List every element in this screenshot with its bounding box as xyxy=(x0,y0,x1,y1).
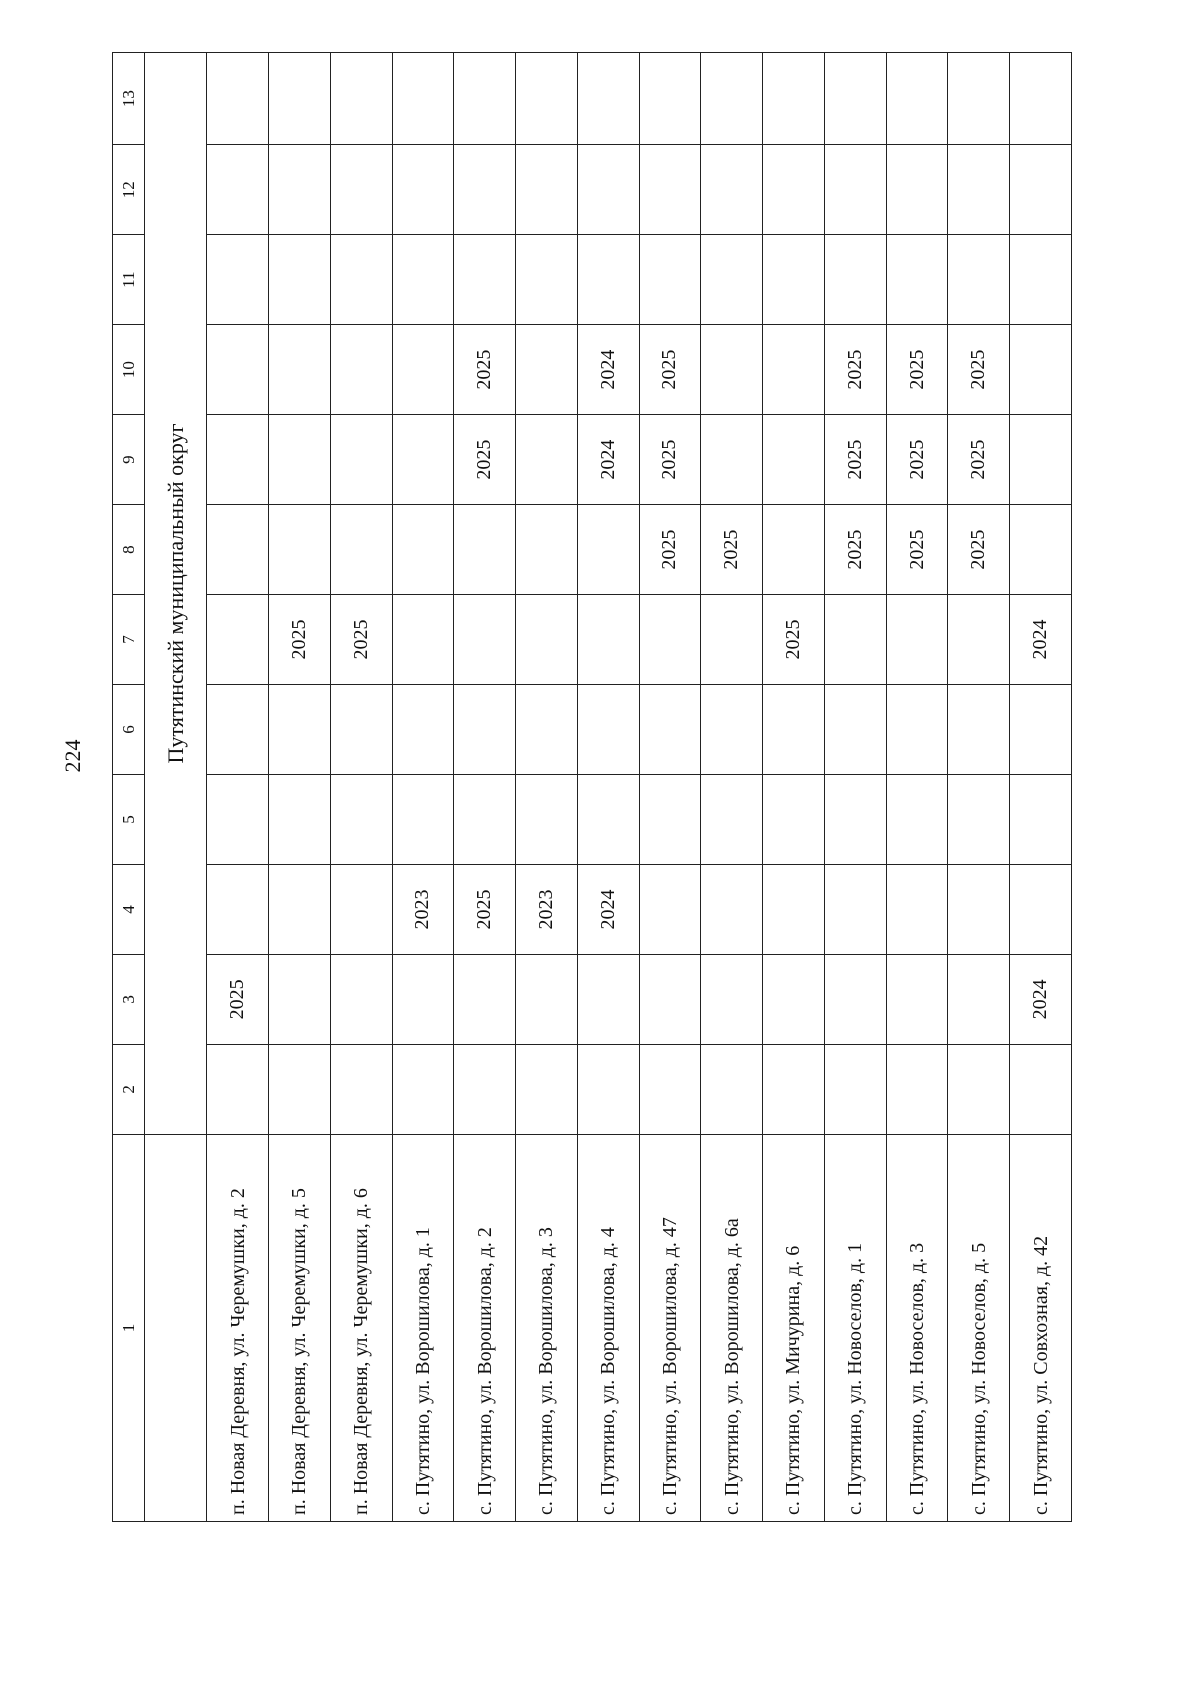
table-row xyxy=(763,53,825,1522)
year-cell-col-6 xyxy=(268,685,330,775)
year-cell-col-7: 2024 xyxy=(1010,595,1072,685)
table-row xyxy=(330,53,392,1522)
address-cell: с. Путятино, ул. Новоселов, д. 3 xyxy=(886,1134,948,1521)
year-cell-col-10: 2025 xyxy=(948,325,1010,415)
year-cell-col-4 xyxy=(763,864,825,954)
year-cell-col-11 xyxy=(824,235,886,325)
year-cell-col-2 xyxy=(763,1044,825,1134)
year-cell-col-12 xyxy=(392,145,454,235)
year-cell-col-7 xyxy=(639,595,701,685)
year-cell-col-13 xyxy=(516,53,578,145)
year-cell-col-12 xyxy=(763,145,825,235)
year-cell-col-10 xyxy=(516,325,578,415)
table-row xyxy=(639,53,701,1522)
address-cell: с. Путятино, ул. Ворошилова, д. 47 xyxy=(639,1134,701,1521)
year-cell-col-9: 2024 xyxy=(577,415,639,505)
year-cell-col-5 xyxy=(1010,775,1072,865)
year-cell-col-5 xyxy=(577,775,639,865)
year-cell-col-5 xyxy=(392,775,454,865)
year-cell-col-9: 2025 xyxy=(639,415,701,505)
year-cell-col-4 xyxy=(886,864,948,954)
year-cell-col-7 xyxy=(392,595,454,685)
year-cell-col-9 xyxy=(207,415,269,505)
page-number: 224 xyxy=(60,739,85,773)
year-cell-col-7 xyxy=(948,595,1010,685)
year-cell-col-11 xyxy=(639,235,701,325)
year-cell-col-5 xyxy=(948,775,1010,865)
column-number-row xyxy=(113,53,145,1522)
year-cell-col-13 xyxy=(1010,53,1072,145)
year-cell-col-12 xyxy=(268,145,330,235)
year-cell-col-11 xyxy=(577,235,639,325)
year-cell-col-8: 2025 xyxy=(948,505,1010,595)
year-cell-col-12 xyxy=(330,145,392,235)
year-cell-col-4 xyxy=(948,864,1010,954)
year-cell-col-11 xyxy=(948,235,1010,325)
region-empty-cell xyxy=(145,1134,207,1521)
year-cell-col-8 xyxy=(763,505,825,595)
address-cell: п. Новая Деревня, ул. Черемушки, д. 5 xyxy=(268,1134,330,1521)
year-cell-col-8: 2025 xyxy=(701,505,763,595)
year-cell-col-5 xyxy=(639,775,701,865)
year-cell-col-12 xyxy=(701,145,763,235)
table-row xyxy=(392,53,454,1522)
year-cell-col-9: 2025 xyxy=(948,415,1010,505)
year-cell-col-5 xyxy=(454,775,516,865)
year-cell-col-12 xyxy=(824,145,886,235)
column-number: 9 xyxy=(113,415,145,505)
year-cell-col-10: 2025 xyxy=(824,325,886,415)
year-cell-col-4 xyxy=(330,864,392,954)
year-cell-col-9 xyxy=(763,415,825,505)
year-cell-col-11 xyxy=(207,235,269,325)
column-number: 3 xyxy=(113,954,145,1044)
year-cell-col-12 xyxy=(886,145,948,235)
year-cell-col-4 xyxy=(207,864,269,954)
year-cell-col-10 xyxy=(763,325,825,415)
year-cell-col-3 xyxy=(454,954,516,1044)
year-cell-col-10: 2025 xyxy=(454,325,516,415)
year-cell-col-6 xyxy=(207,685,269,775)
year-cell-col-12 xyxy=(454,145,516,235)
year-cell-col-7 xyxy=(701,595,763,685)
year-cell-col-13 xyxy=(701,53,763,145)
year-cell-col-9 xyxy=(701,415,763,505)
year-cell-col-10 xyxy=(207,325,269,415)
year-cell-col-10 xyxy=(701,325,763,415)
year-cell-col-3: 2024 xyxy=(1010,954,1072,1044)
year-cell-col-8: 2025 xyxy=(639,505,701,595)
column-number: 11 xyxy=(113,235,145,325)
year-cell-col-9: 2025 xyxy=(886,415,948,505)
year-cell-col-13 xyxy=(268,53,330,145)
year-cell-col-10: 2025 xyxy=(639,325,701,415)
year-cell-col-4 xyxy=(268,864,330,954)
column-number: 4 xyxy=(113,864,145,954)
year-cell-col-4 xyxy=(1010,864,1072,954)
year-cell-col-5 xyxy=(701,775,763,865)
year-cell-col-7: 2025 xyxy=(330,595,392,685)
year-cell-col-8 xyxy=(207,505,269,595)
year-cell-col-8 xyxy=(330,505,392,595)
rotated-table-wrapper xyxy=(112,52,1072,1522)
address-cell: с. Путятино, ул. Новоселов, д. 5 xyxy=(948,1134,1010,1521)
year-cell-col-6 xyxy=(454,685,516,775)
year-cell-col-2 xyxy=(701,1044,763,1134)
table-row xyxy=(207,53,269,1522)
year-cell-col-12 xyxy=(207,145,269,235)
year-cell-col-3: 2025 xyxy=(207,954,269,1044)
year-cell-col-13 xyxy=(948,53,1010,145)
year-cell-col-2 xyxy=(577,1044,639,1134)
year-cell-col-12 xyxy=(639,145,701,235)
year-cell-col-6 xyxy=(1010,685,1072,775)
year-cell-col-4 xyxy=(701,864,763,954)
year-cell-col-3 xyxy=(268,954,330,1044)
year-cell-col-13 xyxy=(330,53,392,145)
year-cell-col-11 xyxy=(1010,235,1072,325)
year-cell-col-7 xyxy=(577,595,639,685)
table-row xyxy=(268,53,330,1522)
year-cell-col-10: 2025 xyxy=(886,325,948,415)
table-row xyxy=(1010,53,1072,1522)
year-cell-col-2 xyxy=(207,1044,269,1134)
column-number: 7 xyxy=(113,595,145,685)
year-cell-col-7 xyxy=(516,595,578,685)
address-cell: с. Путятино, ул. Ворошилова, д. 6а xyxy=(701,1134,763,1521)
year-cell-col-8 xyxy=(392,505,454,595)
address-cell: с. Путятино, ул. Ворошилова, д. 1 xyxy=(392,1134,454,1521)
year-cell-col-8: 2025 xyxy=(886,505,948,595)
year-cell-col-6 xyxy=(392,685,454,775)
year-cell-col-7 xyxy=(886,595,948,685)
year-cell-col-11 xyxy=(268,235,330,325)
address-cell: с. Путятино, ул. Ворошилова, д. 2 xyxy=(454,1134,516,1521)
year-cell-col-9 xyxy=(268,415,330,505)
year-cell-col-3 xyxy=(948,954,1010,1044)
column-number: 2 xyxy=(113,1044,145,1134)
year-cell-col-4: 2023 xyxy=(392,864,454,954)
year-cell-col-5 xyxy=(763,775,825,865)
address-cell: п. Новая Деревня, ул. Черемушки, д. 6 xyxy=(330,1134,392,1521)
year-cell-col-2 xyxy=(454,1044,516,1134)
year-cell-col-5 xyxy=(207,775,269,865)
region-title: Путятинский муниципальный округ xyxy=(145,53,207,1135)
table-row xyxy=(454,53,516,1522)
year-cell-col-5 xyxy=(516,775,578,865)
column-number: 5 xyxy=(113,775,145,865)
year-cell-col-2 xyxy=(516,1044,578,1134)
table-row xyxy=(577,53,639,1522)
year-cell-col-10 xyxy=(1010,325,1072,415)
year-cell-col-3 xyxy=(392,954,454,1044)
year-cell-col-2 xyxy=(330,1044,392,1134)
year-cell-col-7 xyxy=(454,595,516,685)
year-cell-col-9 xyxy=(330,415,392,505)
year-cell-col-13 xyxy=(763,53,825,145)
year-cell-col-2 xyxy=(392,1044,454,1134)
year-cell-col-2 xyxy=(1010,1044,1072,1134)
column-number: 6 xyxy=(113,685,145,775)
year-cell-col-13 xyxy=(454,53,516,145)
year-cell-col-5 xyxy=(268,775,330,865)
year-cell-col-9 xyxy=(516,415,578,505)
year-cell-col-6 xyxy=(516,685,578,775)
table-row xyxy=(948,53,1010,1522)
year-cell-col-8: 2025 xyxy=(824,505,886,595)
year-cell-col-13 xyxy=(392,53,454,145)
year-cell-col-2 xyxy=(639,1044,701,1134)
year-cell-col-11 xyxy=(454,235,516,325)
column-number: 10 xyxy=(113,325,145,415)
year-cell-col-12 xyxy=(948,145,1010,235)
year-cell-col-7: 2025 xyxy=(268,595,330,685)
year-cell-col-10 xyxy=(330,325,392,415)
year-cell-col-5 xyxy=(824,775,886,865)
year-cell-col-11 xyxy=(763,235,825,325)
year-cell-col-6 xyxy=(824,685,886,775)
year-cell-col-8 xyxy=(268,505,330,595)
year-cell-col-9 xyxy=(1010,415,1072,505)
address-cell: п. Новая Деревня, ул. Черемушки, д. 2 xyxy=(207,1134,269,1521)
year-cell-col-2 xyxy=(824,1044,886,1134)
table-row xyxy=(701,53,763,1522)
year-cell-col-13 xyxy=(577,53,639,145)
year-cell-col-6 xyxy=(639,685,701,775)
address-cell: с. Путятино, ул. Ворошилова, д. 4 xyxy=(577,1134,639,1521)
year-cell-col-7: 2025 xyxy=(763,595,825,685)
year-cell-col-11 xyxy=(330,235,392,325)
year-cell-col-3 xyxy=(824,954,886,1044)
table-row xyxy=(824,53,886,1522)
year-cell-col-12 xyxy=(1010,145,1072,235)
year-cell-col-10 xyxy=(268,325,330,415)
year-cell-col-7 xyxy=(824,595,886,685)
table-body xyxy=(113,53,1072,1522)
year-cell-col-3 xyxy=(330,954,392,1044)
year-cell-col-8 xyxy=(1010,505,1072,595)
year-cell-col-6 xyxy=(763,685,825,775)
year-cell-col-4: 2024 xyxy=(577,864,639,954)
table-row xyxy=(886,53,948,1522)
year-cell-col-13 xyxy=(207,53,269,145)
year-cell-col-11 xyxy=(701,235,763,325)
year-cell-col-3 xyxy=(701,954,763,1044)
year-cell-col-11 xyxy=(516,235,578,325)
year-cell-col-7 xyxy=(207,595,269,685)
address-cell: с. Путятино, ул. Ворошилова, д. 3 xyxy=(516,1134,578,1521)
year-cell-col-4 xyxy=(824,864,886,954)
column-number: 13 xyxy=(113,53,145,145)
year-cell-col-8 xyxy=(516,505,578,595)
year-cell-col-11 xyxy=(886,235,948,325)
column-number: 8 xyxy=(113,505,145,595)
year-cell-col-2 xyxy=(886,1044,948,1134)
year-cell-col-5 xyxy=(886,775,948,865)
table-row xyxy=(516,53,578,1522)
year-cell-col-13 xyxy=(639,53,701,145)
year-cell-col-3 xyxy=(763,954,825,1044)
year-cell-col-4: 2023 xyxy=(516,864,578,954)
year-cell-col-4 xyxy=(639,864,701,954)
year-cell-col-11 xyxy=(392,235,454,325)
year-cell-col-12 xyxy=(516,145,578,235)
address-cell: с. Путятино, ул. Новоселов, д. 1 xyxy=(824,1134,886,1521)
year-cell-col-3 xyxy=(577,954,639,1044)
year-cell-col-2 xyxy=(268,1044,330,1134)
year-cell-col-3 xyxy=(516,954,578,1044)
year-cell-col-9: 2025 xyxy=(454,415,516,505)
year-cell-col-6 xyxy=(577,685,639,775)
year-cell-col-9: 2025 xyxy=(824,415,886,505)
year-cell-col-3 xyxy=(886,954,948,1044)
year-cell-col-10: 2024 xyxy=(577,325,639,415)
schedule-table xyxy=(112,52,1072,1522)
region-row xyxy=(145,53,207,1522)
year-cell-col-3 xyxy=(639,954,701,1044)
year-cell-col-8 xyxy=(454,505,516,595)
year-cell-col-6 xyxy=(948,685,1010,775)
year-cell-col-4: 2025 xyxy=(454,864,516,954)
year-cell-col-9 xyxy=(392,415,454,505)
year-cell-col-13 xyxy=(886,53,948,145)
year-cell-col-8 xyxy=(577,505,639,595)
column-number: 1 xyxy=(113,1134,145,1521)
year-cell-col-6 xyxy=(886,685,948,775)
year-cell-col-12 xyxy=(577,145,639,235)
year-cell-col-5 xyxy=(330,775,392,865)
address-cell: с. Путятино, ул. Мичурина, д. 6 xyxy=(763,1134,825,1521)
year-cell-col-2 xyxy=(948,1044,1010,1134)
year-cell-col-6 xyxy=(330,685,392,775)
year-cell-col-6 xyxy=(701,685,763,775)
address-cell: с. Путятино, ул. Совхозная, д. 42 xyxy=(1010,1134,1072,1521)
column-number: 12 xyxy=(113,145,145,235)
year-cell-col-13 xyxy=(824,53,886,145)
year-cell-col-10 xyxy=(392,325,454,415)
